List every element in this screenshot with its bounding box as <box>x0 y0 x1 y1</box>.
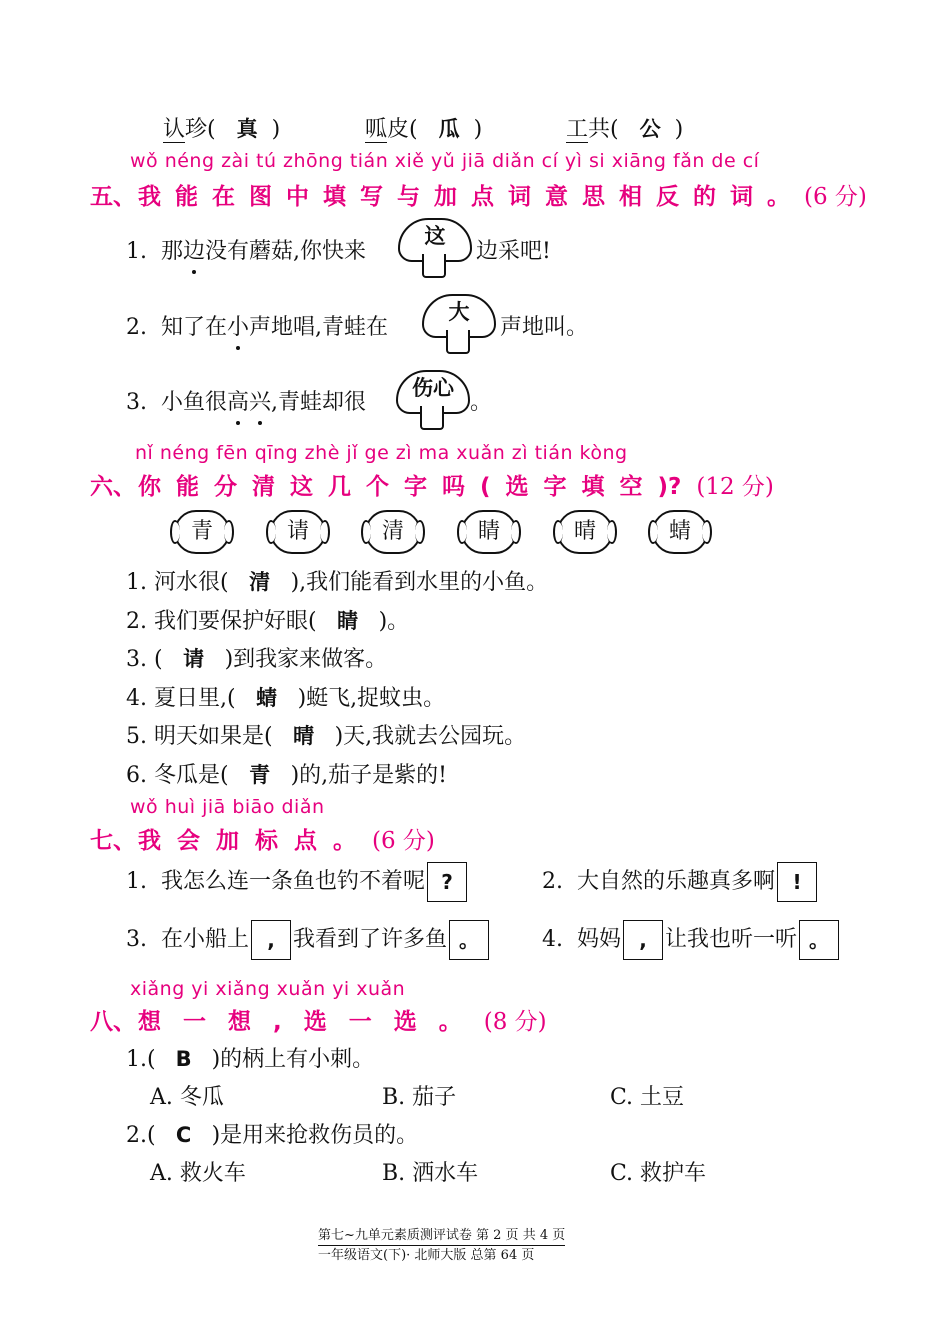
section5-title <box>90 178 867 211</box>
s5-item-3-end: 。 <box>470 390 493 415</box>
title-char: 填 <box>581 474 605 500</box>
title-char: 会 <box>177 828 200 854</box>
item-text: )。 <box>378 608 410 634</box>
title-char: 一 <box>348 1009 372 1035</box>
title-char: )? <box>657 474 682 500</box>
title-char: 与 <box>397 184 420 210</box>
s8-q1-opt-b: B. 茄子 <box>382 1085 457 1110</box>
punctuation-box: ? <box>427 862 467 902</box>
s6-item <box>126 719 526 750</box>
s5-item-1: 1. 那边没有蘑菇,你快来 <box>126 234 366 265</box>
s8-q1-opt-c: C. 土豆 <box>610 1085 685 1110</box>
section6-title <box>90 468 774 501</box>
title-char: 清 <box>252 474 275 500</box>
s5-item-2: 2. 知了在小声地唱,青蛙在 <box>126 310 388 341</box>
title-char: ( <box>480 474 491 500</box>
section7-score: (6 分) <box>372 828 435 854</box>
section7-pinyin: wǒ huì jiā biāo diǎn <box>130 796 325 818</box>
title-char: 六、 <box>90 474 136 500</box>
title-char: 七、 <box>90 828 136 854</box>
section5-score: (6 分) <box>804 184 867 210</box>
title-char: 意 <box>545 184 568 210</box>
title-char: 想 <box>228 1009 251 1035</box>
punctuation-box: 。 <box>799 920 839 960</box>
title-char: 。 <box>333 828 356 854</box>
title-char: 加 <box>216 828 239 854</box>
section6-pinyin: nǐ néng fēn qīng zhè jǐ ge zì ma xuǎn zì tián kòng <box>135 442 628 464</box>
title-char: 选 <box>393 1009 417 1035</box>
title-char: 填 <box>323 184 346 210</box>
section8-pinyin: xiǎng yi xiǎng xuǎn yi xuǎn <box>130 978 406 1000</box>
title-char: 点 <box>294 828 317 854</box>
section8-score: (8 分) <box>483 1009 547 1035</box>
s5-item-3: 3. 小鱼很高兴,青蛙却很 <box>126 385 366 416</box>
answer: 青 <box>249 762 271 787</box>
title-char: 能 <box>175 184 198 210</box>
flower-char-1: 青 <box>174 510 230 554</box>
title-char: 词 <box>730 184 753 210</box>
flower-char-3: 清 <box>365 510 421 554</box>
item-number: 5. <box>126 724 154 749</box>
title-char: 图 <box>249 184 272 210</box>
title-char: 空 <box>619 474 643 500</box>
s6-item <box>126 565 548 596</box>
item-text: 河水很( <box>153 570 229 595</box>
s5-item-2-end: 声地叫。 <box>500 315 589 340</box>
item-text: 冬瓜是( <box>153 762 229 788</box>
title-char: , <box>273 1009 282 1035</box>
title-char: 一 <box>183 1009 206 1035</box>
answer: 睛 <box>337 608 359 633</box>
s8-q1: 1.( B )的柄上有小刺。 <box>126 1047 375 1072</box>
s7-item-2: 2. 大自然的乐趣真多啊 ! <box>542 862 819 902</box>
s6-item <box>126 604 409 635</box>
title-char: 我 <box>138 828 161 854</box>
answer: 晴 <box>293 724 315 748</box>
answer: 清 <box>249 570 271 594</box>
item-text: 明天如果是( <box>153 724 273 749</box>
title-char: 能 <box>176 474 199 500</box>
item-number: 2. <box>126 608 154 634</box>
answer: C <box>175 1123 192 1147</box>
s8-q1-opt-a: A. 冬瓜 <box>150 1085 224 1110</box>
item-text: )天,我就去公园玩。 <box>334 724 527 749</box>
title-char: 。 <box>438 1009 462 1035</box>
flower-char-4: 睛 <box>461 510 517 554</box>
title-char: 在 <box>212 184 235 210</box>
title-char: 几 <box>328 474 351 500</box>
section5-pinyin: wǒ néng zài tú zhōng tián xiě yǔ jiā diǎn cí yì si xiāng fǎn de cí <box>130 150 760 172</box>
answer: B <box>175 1047 192 1071</box>
s7-item-3: 3. 在小船上 , 我看到了许多鱼 。 <box>126 920 491 960</box>
title-char: 选 <box>303 1009 327 1035</box>
item-text: )的,茄子是紫的! <box>290 762 447 788</box>
punctuation-box: ! <box>777 862 817 902</box>
s7-item-4: 4. 妈妈 , 让我也听一听 。 <box>542 920 841 960</box>
title-char: 个 <box>366 474 389 500</box>
footer-line-1: 第七~九单元素质测评试卷 第 2 页 共 4 页 <box>318 1224 565 1246</box>
flower-char-6: 蜻 <box>652 510 708 554</box>
section6-title-text <box>90 474 696 500</box>
answer: 请 <box>183 647 205 671</box>
title-char: 标 <box>255 828 278 854</box>
item-number: 6. <box>126 762 154 788</box>
answer: 公 <box>639 117 661 141</box>
top-item-3: 工共( 公 ) <box>566 117 684 142</box>
title-char: 点 <box>471 184 494 210</box>
flower-char-2: 请 <box>270 510 326 554</box>
item-text: )到我家来做客。 <box>224 647 388 672</box>
title-char: 反 <box>656 184 679 210</box>
item-number: 4. <box>126 685 154 711</box>
punctuation-box: , <box>623 920 663 960</box>
item-text: 夏日里,( <box>153 685 236 711</box>
section8-title <box>90 1003 547 1036</box>
title-char: 字 <box>543 474 567 500</box>
footer-line-2: 一年级语文(下)· 北师大版 总第 64 页 <box>318 1248 535 1263</box>
item-text: 我们要保护好眼( <box>153 608 317 634</box>
title-char: 想 <box>138 1009 161 1035</box>
title-char: 分 <box>214 474 237 500</box>
title-char: 词 <box>508 184 531 210</box>
title-char: 写 <box>360 184 383 210</box>
s6-item <box>126 681 445 712</box>
item-number: 3. <box>126 647 154 672</box>
top-item-2: 呱皮( 瓜 ) <box>365 117 483 142</box>
item-text: ( <box>153 647 163 672</box>
title-char: 字 <box>404 474 427 500</box>
answer: 真 <box>236 117 258 141</box>
item-text: )蜓飞,捉蚊虫。 <box>297 685 446 711</box>
s8-q2-opt-a: A. 救火车 <box>150 1161 246 1186</box>
item-text: ),我们能看到水里的小鱼。 <box>290 570 549 595</box>
title-char: 吗 <box>442 474 465 500</box>
title-char: 五、 <box>90 184 136 210</box>
section5-title-text <box>90 184 804 210</box>
top-item-1: 认珍( 真 ) <box>163 117 281 142</box>
title-char: 八、 <box>90 1009 136 1035</box>
title-char: 中 <box>286 184 309 210</box>
section6-score: (12 分) <box>696 474 774 500</box>
title-char: 相 <box>619 184 642 210</box>
s6-item <box>126 642 387 673</box>
title-char: 选 <box>505 474 529 500</box>
title-char: 加 <box>434 184 457 210</box>
s7-item-1: 1. 我怎么连一条鱼也钓不着呢 ? <box>126 862 469 902</box>
title-char: 我 <box>138 184 161 210</box>
section8-title-text <box>90 1009 484 1035</box>
answer: 瓜 <box>438 117 460 141</box>
title-char: 这 <box>290 474 313 500</box>
item-number: 1. <box>126 570 154 595</box>
punctuation-box: 。 <box>449 920 489 960</box>
s8-q2: 2.( C )是用来抢救伤员的。 <box>126 1123 419 1148</box>
s5-item-1-end: 边采吧! <box>476 239 551 264</box>
title-char: 思 <box>582 184 605 210</box>
section7-title-text <box>90 828 372 854</box>
punctuation-box: , <box>251 920 291 960</box>
title-char: 你 <box>138 474 161 500</box>
flower-char-5: 晴 <box>557 510 613 554</box>
answer: 蜻 <box>256 685 278 710</box>
s8-q2-opt-b: B. 洒水车 <box>382 1161 479 1186</box>
s6-item <box>126 758 447 789</box>
section7-title <box>90 822 435 855</box>
title-char: 的 <box>693 184 716 210</box>
s8-q2-opt-c: C. 救护车 <box>610 1161 707 1186</box>
title-char: 。 <box>767 184 790 210</box>
